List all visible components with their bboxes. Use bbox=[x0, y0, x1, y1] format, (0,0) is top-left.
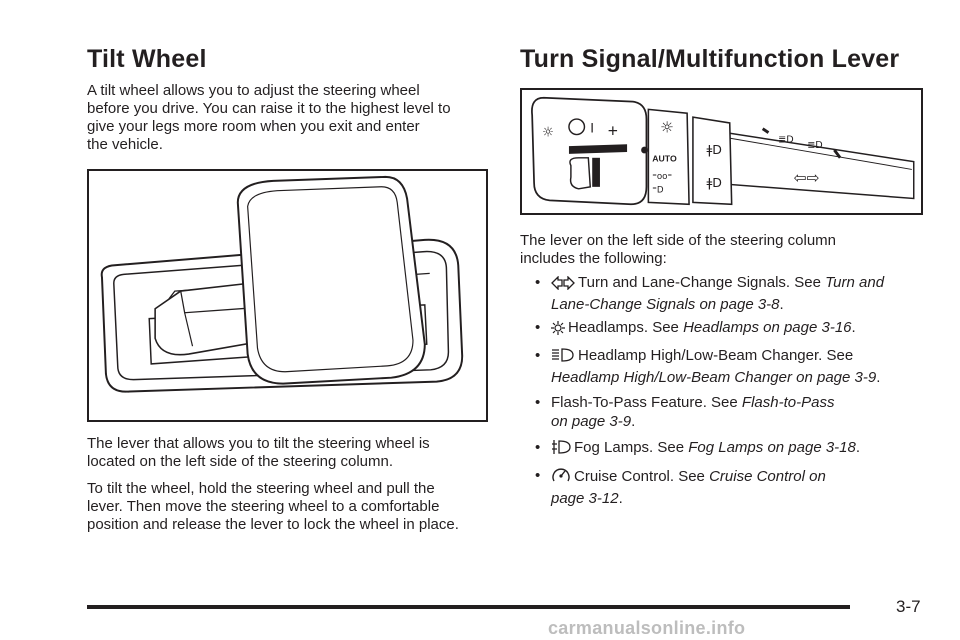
bullet-reference-link[interactable]: Fog Lamps on page 3-18 bbox=[688, 439, 856, 456]
svg-text:+: + bbox=[607, 120, 618, 141]
fog-lamp-icon: ǂD bbox=[706, 174, 722, 190]
para-line: includes the following: bbox=[520, 250, 667, 267]
bullet-reference-link[interactable]: Headlamp High/Low-Beam Changer on page 3-9 bbox=[551, 369, 877, 386]
bullet-reference-link[interactable]: Turn and bbox=[825, 274, 885, 291]
para-line: lever. Then move the steering wheel to a comfortable bbox=[87, 498, 440, 515]
tilt-wheel-drawing bbox=[89, 171, 486, 420]
high-beam-icon bbox=[551, 347, 575, 368]
footer-rule bbox=[87, 605, 850, 609]
turn-signal-icon bbox=[551, 276, 575, 295]
para-line: To tilt the wheel, hold the steering wheel and pull the bbox=[87, 480, 435, 497]
intro-line: give your legs more room when you exit and enter bbox=[87, 118, 420, 135]
bullet-text: Fog Lamps. See bbox=[574, 439, 689, 456]
bullet-text: Flash-To-Pass Feature. See bbox=[551, 394, 742, 411]
para-line: The lever that allows you to tilt the steering wheel is bbox=[87, 435, 430, 452]
turn-signal-heading: Turn Signal/Multifunction Lever bbox=[520, 45, 900, 73]
intro-line: the vehicle. bbox=[87, 136, 163, 153]
headlamp-icon: ☼ bbox=[660, 118, 674, 137]
bullet-reference-link[interactable]: page 3-12 bbox=[551, 490, 619, 507]
multifunction-lever-drawing bbox=[522, 90, 921, 213]
turn-signal-section bbox=[520, 40, 925, 78]
watermark: carmanualsonline.info bbox=[548, 618, 746, 638]
cruise-control-icon bbox=[551, 466, 571, 489]
tilt-wheel-instructions-paragraph bbox=[87, 480, 497, 534]
bullet-text: Headlamps. See bbox=[568, 319, 684, 336]
fog-lamp-icon bbox=[551, 439, 571, 460]
para-line: The lever on the left side of the steering column bbox=[520, 232, 837, 249]
para-line: position and release the lever to lock the wheel in place. bbox=[87, 516, 459, 533]
lever-intro-paragraph bbox=[520, 232, 925, 268]
tilt-wheel-illustration bbox=[87, 169, 488, 422]
high-beam-icon: ≣D bbox=[807, 140, 823, 152]
bullet-reference-link[interactable]: Flash-to-Pass bbox=[741, 394, 835, 411]
page-number: 3-7 bbox=[896, 597, 921, 616]
wash-icon: ☼ bbox=[541, 124, 554, 141]
bullet-reference-link[interactable]: Cruise Control on bbox=[709, 468, 826, 485]
bullet-text: Turn and Lane-Change Signals. See bbox=[578, 274, 826, 291]
tilt-wheel-location-paragraph bbox=[87, 435, 497, 471]
turn-signal-icon: ⇦⇨ bbox=[793, 168, 820, 187]
tilt-wheel-intro bbox=[87, 82, 495, 154]
intro-line: A tilt wheel allows you to adjust the steering wheel bbox=[87, 82, 420, 99]
bullet-text: Cruise Control. See bbox=[574, 468, 710, 485]
tilt-wheel-heading: Tilt Wheel bbox=[87, 45, 207, 73]
bullet-reference-link[interactable]: Lane-Change Signals on page 3-8 bbox=[551, 296, 780, 313]
tilt-wheel-section bbox=[87, 40, 495, 154]
bullet-reference-link[interactable]: Headlamps on page 3-16 bbox=[683, 319, 852, 336]
svg-text:⁼D: ⁼D bbox=[652, 185, 664, 196]
svg-text:⁼oo⁼: ⁼oo⁼ bbox=[652, 172, 673, 183]
bullet-text: Headlamp High/Low-Beam Changer. See bbox=[578, 347, 854, 364]
para-line: located on the left side of the steering column. bbox=[87, 453, 394, 470]
high-beam-icon: ≣D bbox=[778, 134, 794, 146]
bullet-reference-link[interactable]: on page 3-9 bbox=[551, 413, 632, 430]
intro-line: before you drive. You can raise it to the highest level to bbox=[87, 100, 451, 117]
multifunction-lever-illustration bbox=[520, 88, 923, 215]
headlamp-icon bbox=[551, 321, 565, 340]
svg-text:I: I bbox=[590, 120, 595, 136]
fog-lamp-icon: ǂD bbox=[706, 141, 722, 157]
auto-label: AUTO bbox=[652, 153, 677, 164]
